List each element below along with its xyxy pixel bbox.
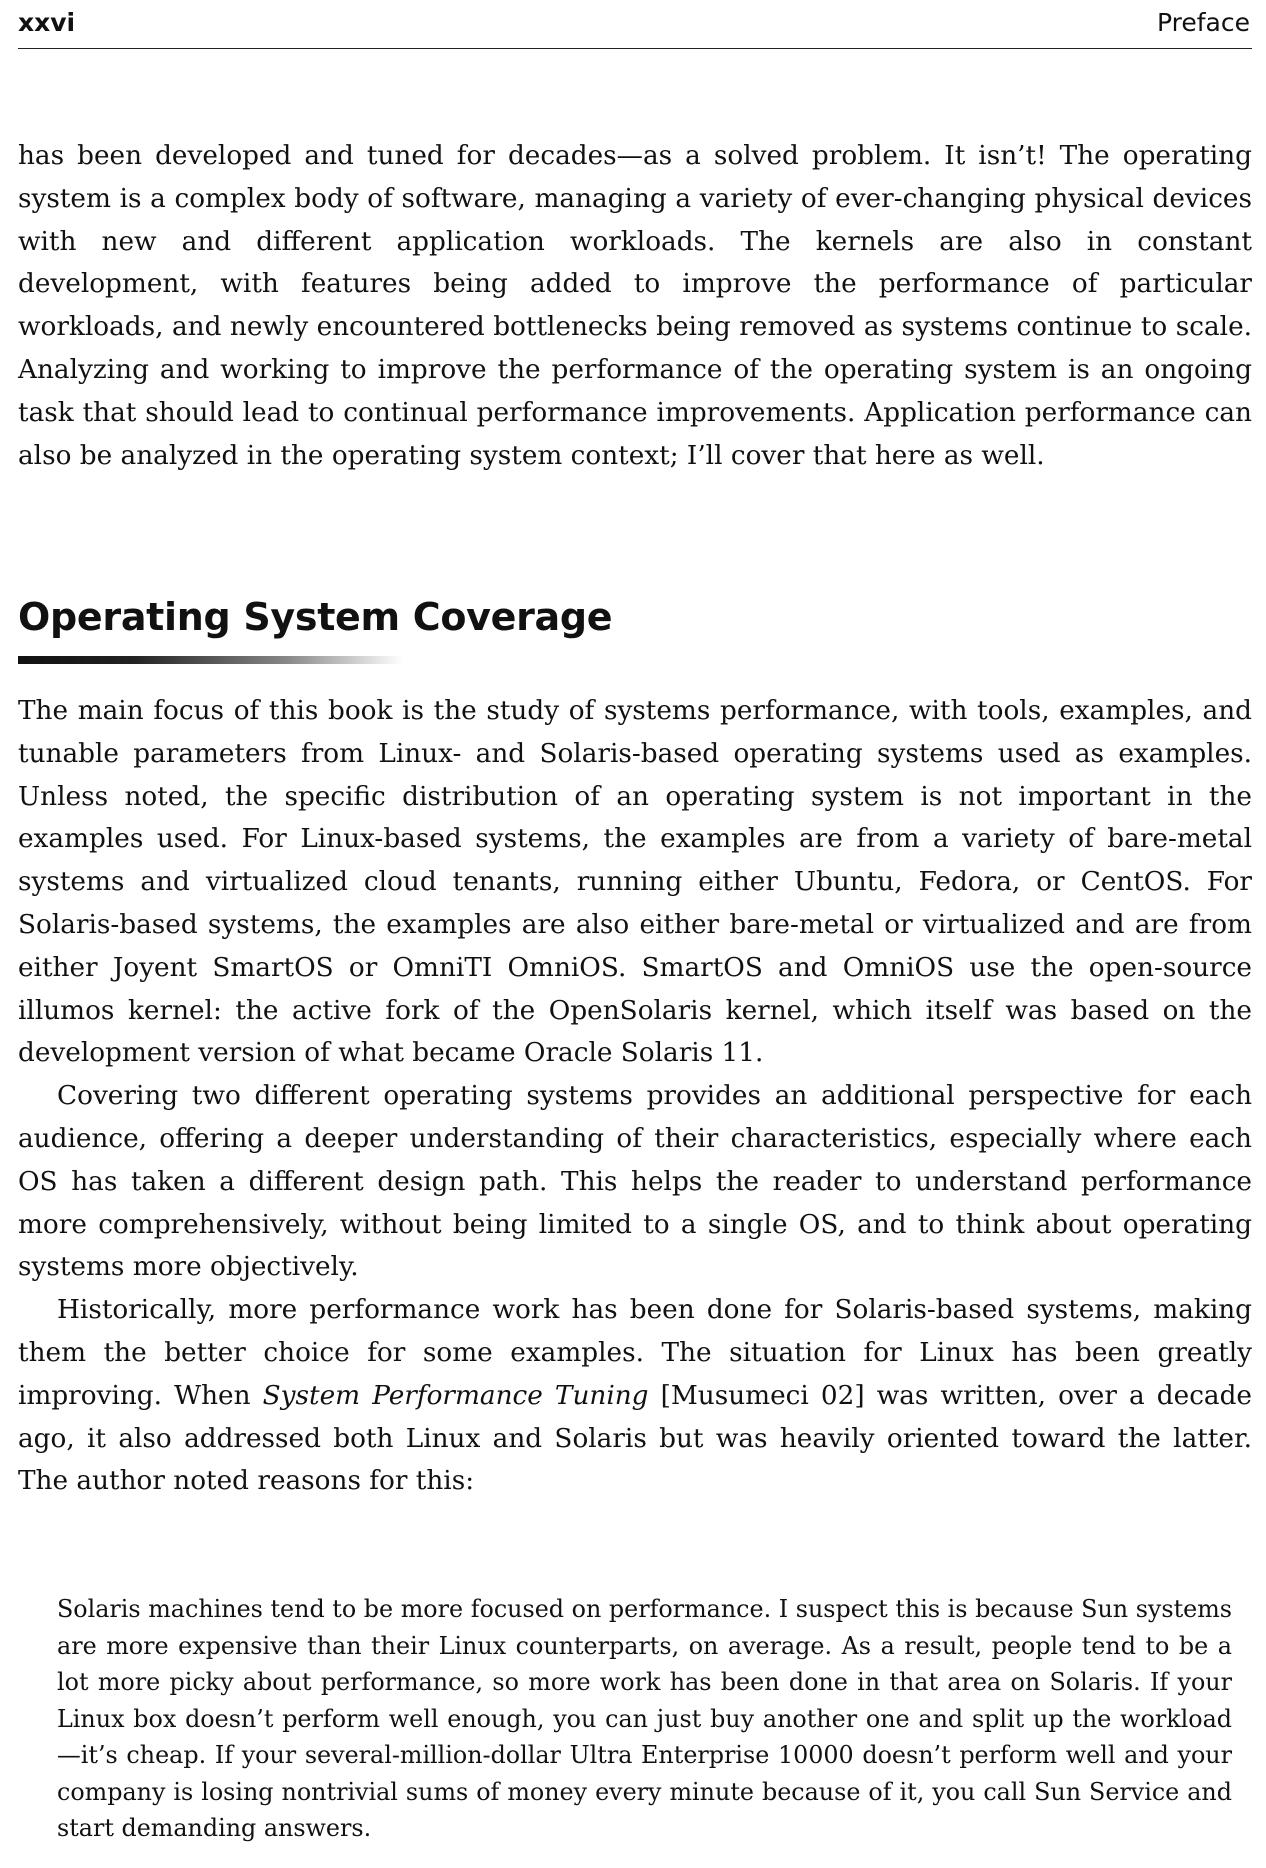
running-title: Preface bbox=[1157, 8, 1250, 37]
section-body bbox=[18, 690, 1252, 1503]
heading-underline-rule bbox=[18, 656, 403, 664]
section-paragraph-3 bbox=[18, 1289, 1252, 1503]
section-heading: Operating System Coverage bbox=[18, 595, 613, 639]
book-title: System Performance Tuning bbox=[262, 1380, 649, 1411]
paragraph-3-text-start: Historically, more performance work has been done for Solaris-based systems, making them the better choice for some examples. The situation for Linux has been greatly improving. When bbox=[18, 1295, 1252, 1411]
running-head bbox=[18, 4, 1252, 49]
section-paragraph-2: Covering two different operating systems provides an additional perspective for each audience, offering a deeper understanding of their characteristics, especially where each OS has taken a different design path. This helps the reader to understand performance more comprehensively, without being limited to a single OS, and to think about operating systems more objectively. bbox=[18, 1081, 1252, 1283]
intro-paragraph: has been developed and tuned for decades—as a solved problem. It isn’t! The operating system is a complex body of software, managing a variety of ever-changing physical devices with new and different application workloads. The kernels are also in constant development, with features being added to improve the performance of particular workloads, and newly encountered bottlenecks being removed as systems continue to scale. Analyzing and working to improve the performance of the operating system is an ongoing task that should lead to continual performance improvements. Application performance can also be analyzed in the operating system context; I’ll cover that here as well. bbox=[18, 141, 1252, 471]
paragraph-3-text-end: [Musumeci 02] was written, over a decade ago, it also addressed both Linux and Solaris but was heavily oriented toward the latter. The author noted reasons for this: bbox=[18, 1380, 1252, 1497]
page-number: xxvi bbox=[18, 8, 76, 37]
block-quote: Solaris machines tend to be more focused on performance. I suspect this is because Sun systems are more expensive than their Linux counterparts, on average. As a result, people tend to be a lot more picky about performance, so more work has been done in that area on Solaris. If your Linux box doesn’t perform well enough, you can just buy another one and split up the workload—it’s cheap. If your several-million-dollar Ultra Enterprise 10000 doesn’t perform well and your company is losing nontrivial sums of money every minute because of it, you call Sun Service and start demanding answers. bbox=[57, 1595, 1232, 1842]
section-paragraph-1: The main focus of this book is the study of systems performance, with tools, examples, and tunable parameters from Linux- and Solaris-based operating systems used as examples. Unless noted, the specific distribution of an operating system is not important in the examples used. For Linux-based systems, the examples are from a variety of bare-metal systems and virtualized cloud tenants, running either Ubuntu, Fedora, or CentOS. For Solaris-based systems, the examples are also either bare-metal or virtualized and are from either Joyent SmartOS or OmniTI OmniOS. SmartOS and OmniOS use the open-source illumos kernel: the active fork of the OpenSolaris kernel, which itself was based on the development version of what became Oracle Solaris 11. bbox=[18, 696, 1252, 1069]
